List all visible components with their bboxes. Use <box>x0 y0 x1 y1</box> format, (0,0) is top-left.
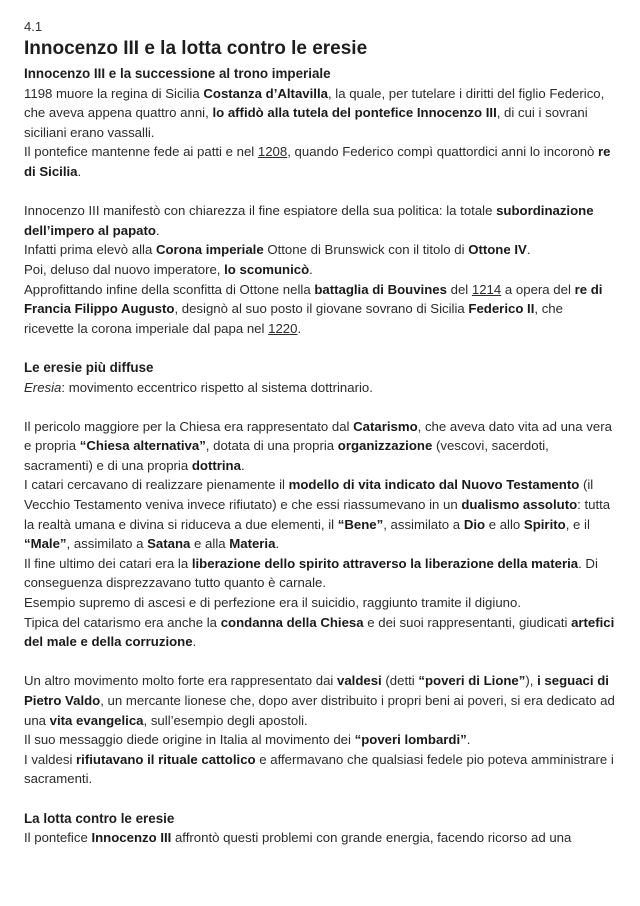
paragraph: Un altro movimento molto forte era rappresentato dai valdesi (detti “poveri di Lione”), i seguaci di Pietro Valdo, un mercante lionese che, dopo aver distribuito i propri beni ai poveri, si era dedicato ad una vita evangelica, sull’esempio degli apostoli. <box>24 673 615 728</box>
section-number: 4.1 <box>24 19 43 34</box>
paragraph: Poi, deluso dal nuovo imperatore, lo scomunicò. <box>24 261 313 277</box>
page-title: Innocenzo III e la lotta contro le eresie <box>24 38 368 59</box>
paragraph: Innocenzo III manifestò con chiarezza il fine espiatore della sua politica: la totale subordinazione dell’impero al papato. <box>24 203 594 238</box>
paragraph: 1198 muore la regina di Sicilia Costanza d’Altavilla, la quale, per tutelare i diritti del figlio Federico, che aveva appena quattro anni, lo affidò alla tutela del pontefice Innocenzo III, di cui i sovrani siciliani erano vassalli. <box>24 85 605 140</box>
paragraph: Il suo messaggio diede origine in Italia al movimento dei “poveri lombardi”. <box>24 732 471 748</box>
paragraph: I valdesi rifiutavano il rituale cattolico e affermavano che qualsiasi fedele pio poteva amministrare i sacramenti. <box>24 751 614 787</box>
heading-succession: Innocenzo III e la successione al trono imperiale <box>24 66 331 81</box>
paragraph: Tipica del catarismo era anche la condanna della Chiesa e dei suoi rappresentanti, giudicati artefici del male e della corruzione. <box>24 614 615 650</box>
paragraph: Esempio supremo di ascesi e di perfezione era il suicidio, raggiunto tramite il digiuno. <box>24 595 521 611</box>
paragraph: Infatti prima elevò alla Corona imperiale Ottone di Brunswick con il titolo di Ottone IV. <box>24 242 531 258</box>
paragraph: Il pontefice Innocenzo III affrontò questi problemi con grande energia, facendo ricorso ad una <box>24 830 572 846</box>
paragraph: Il pericolo maggiore per la Chiesa era rappresentato dal Catarismo, che aveva dato vita ad una vera e propria “Chiesa alternativa”, dotata di una propria organizzazione (vescovi, sacerdoti, sacramenti) e di una propria dottrina. <box>24 418 612 473</box>
paragraph: Il pontefice mantenne fede ai patti e nel 1208, quando Federico compì quattordici anni lo incoronò re di Sicilia. <box>24 144 611 179</box>
heading-fight: La lotta contro le eresie <box>24 810 175 826</box>
heading-heresies: Le eresie più diffuse <box>24 359 154 375</box>
paragraph: Approfittando infine della sconfitta di Ottone nella battaglia di Bouvines del 1214 a opera del re di Francia Filippo Augusto, designò al suo posto il giovane sovrano di Sicilia Federico II, che ricevette la corona imperiale dal papa nel 1220. <box>24 281 603 336</box>
definition: Eresia: movimento eccentrico rispetto al sistema dottrinario. <box>24 379 373 395</box>
paragraph: I catari cercavano di realizzare pienamente il modello di vita indicato dal Nuovo Testamento (il Vecchio Testamento veniva invece rifiutato) e che essi riassumevano in un dualismo assoluto: tutta la realtà umana e divina si riduceva a due elementi, il “Bene”, assimilato a Dio e allo Spirito, e il “Male”, assimilato a Satana e alla Materia. <box>24 477 611 552</box>
paragraph: Il fine ultimo dei catari era la liberazione dello spirito attraverso la liberazione della materia. Di conseguenza disprezzavano tutto quanto è carnale. <box>24 555 598 591</box>
